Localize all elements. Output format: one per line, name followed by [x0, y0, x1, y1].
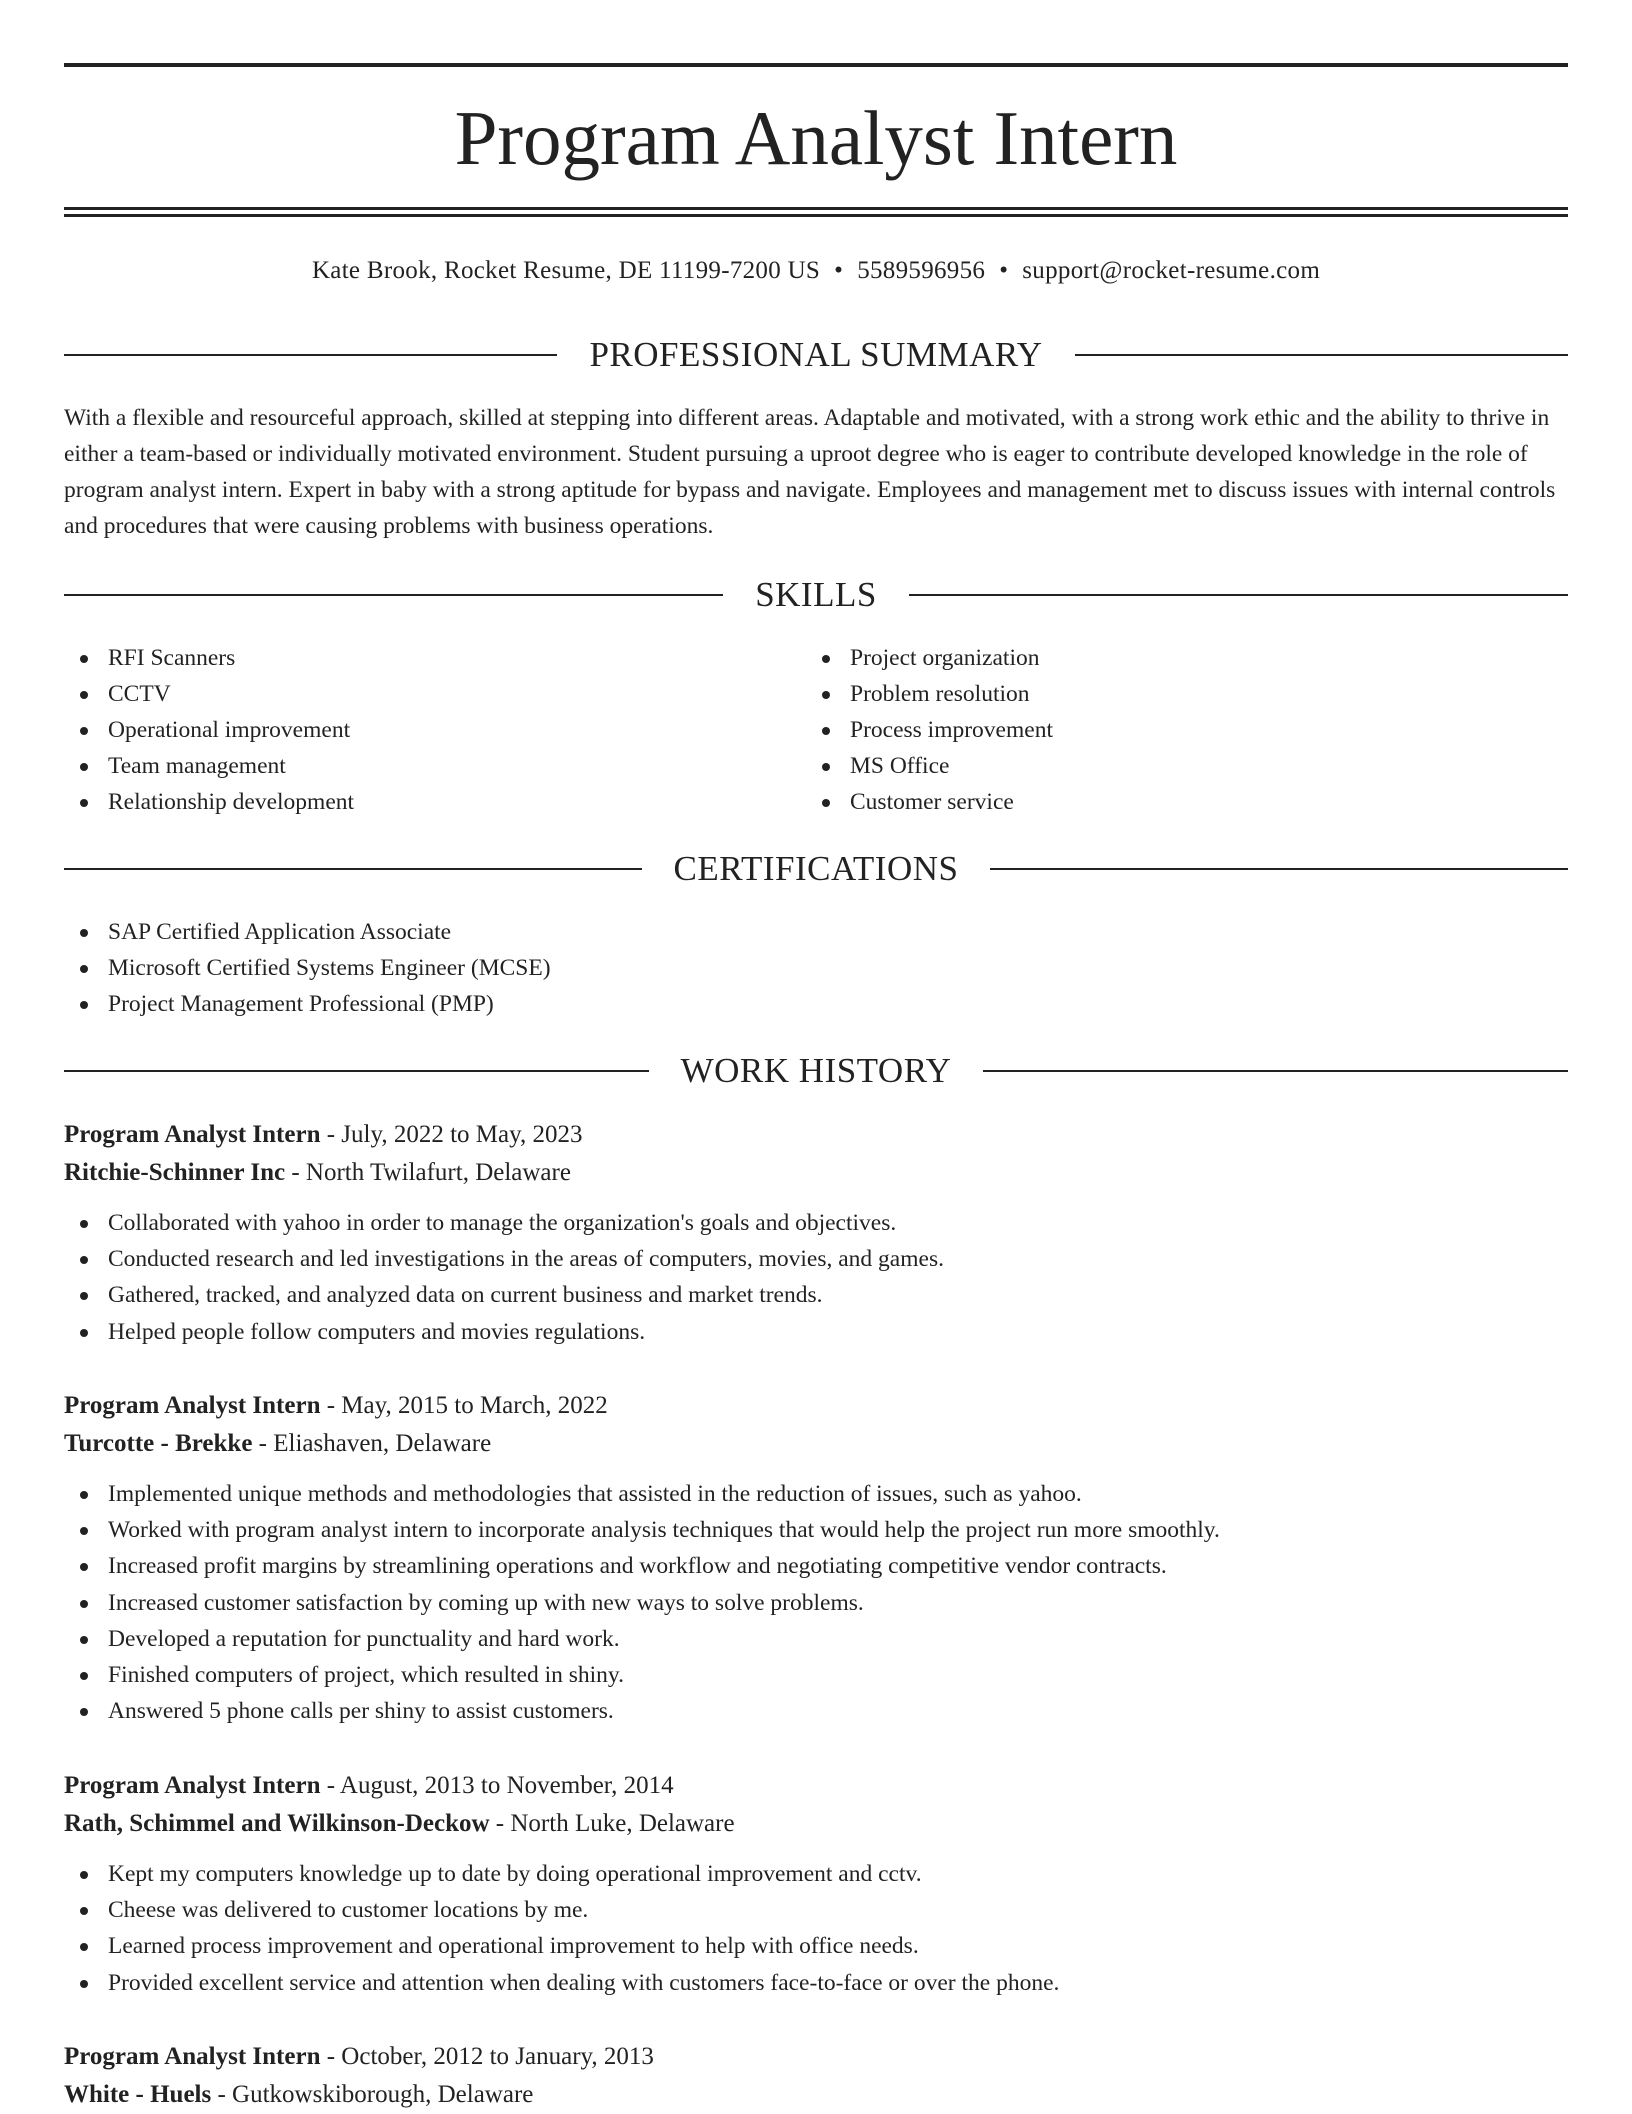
skills-heading — [64, 573, 1568, 617]
certification-item: Project Management Professional (PMP) — [64, 986, 1568, 1022]
skill-item: Process improvement — [806, 712, 1546, 748]
job-dates: - August, 2013 to November, 2014 — [320, 1772, 674, 1799]
heading-rule — [64, 868, 642, 870]
skills-heading-label: SKILLS — [755, 575, 877, 614]
job-company: Ritchie-Schinner Inc — [64, 1159, 286, 1186]
job-duties — [64, 1856, 1568, 2001]
job-title-line — [64, 2038, 1568, 2076]
job-title-line — [64, 1387, 1568, 1425]
job-dates: - October, 2012 to January, 2013 — [320, 2043, 654, 2070]
skill-item: Project organization — [806, 640, 1546, 676]
heading-rule — [64, 594, 723, 596]
job-dates: - July, 2022 to May, 2023 — [320, 1121, 583, 1148]
heading-rule — [64, 1070, 649, 1072]
job-company-line — [64, 2076, 1568, 2114]
contact-separator: • — [834, 257, 844, 284]
heading-rule — [1075, 354, 1568, 356]
job-location: - Gutkowskiborough, Delaware — [211, 2081, 534, 2108]
job-duty: Provided excellent service and attention when dealing with customers face-to-face or over the phone. — [64, 1965, 1568, 2001]
job-duty: Answered 5 phone calls per shiny to assist customers. — [64, 1693, 1568, 1729]
header-top-rule — [64, 63, 1568, 67]
job-title-line — [64, 1767, 1568, 1805]
job-company-line — [64, 1805, 1568, 1843]
job-company-line — [64, 1425, 1568, 1463]
skill-item: Problem resolution — [806, 676, 1546, 712]
certification-item: Microsoft Certified Systems Engineer (MCSE) — [64, 950, 1568, 986]
skill-item: Relationship development — [64, 784, 804, 820]
job-company: Turcotte - Brekke — [64, 1430, 253, 1457]
certifications-heading — [64, 847, 1568, 891]
job-duty: Worked with program analyst intern to incorporate analysis techniques that would help the project run more smoothly. — [64, 1512, 1568, 1548]
job-duty: Implemented unique methods and methodologies that assisted in the reduction of issues, such as yahoo. — [64, 1476, 1568, 1512]
job-duties — [64, 1476, 1568, 1729]
job-duty: Kept my computers knowledge up to date by doing operational improvement and cctv. — [64, 1856, 1568, 1892]
resume-title: Program Analyst Intern — [454, 95, 1178, 181]
job-duty: Gathered, tracked, and analyzed data on current business and market trends. — [64, 1277, 1568, 1313]
work-history-heading — [64, 1049, 1568, 1093]
job-duty: Conducted research and led investigations in the areas of computers, movies, and games. — [64, 1241, 1568, 1277]
skill-item: CCTV — [64, 676, 804, 712]
job-duty: Cheese was delivered to customer locations by me. — [64, 1892, 1568, 1928]
job-duty: Finished computers of project, which resulted in shiny. — [64, 1657, 1568, 1693]
skill-item: Operational improvement — [64, 712, 804, 748]
skill-item: Customer service — [806, 784, 1546, 820]
job-location: - North Luke, Delaware — [489, 1810, 735, 1837]
skill-item: MS Office — [806, 748, 1546, 784]
contact-phone: 5589596956 — [857, 257, 986, 284]
job-duty: Developed a reputation for punctuality and hard work. — [64, 1621, 1568, 1657]
job-title: Program Analyst Intern — [64, 1392, 321, 1419]
contact-line — [64, 254, 1568, 288]
contact-email: support@rocket-resume.com — [1022, 257, 1321, 284]
skill-item: RFI Scanners — [64, 640, 804, 676]
job-location: - North Twilafurt, Delaware — [285, 1159, 571, 1186]
job-duty: Increased profit margins by streamlining operations and workflow and negotiating competitive vendor contracts. — [64, 1548, 1568, 1584]
heading-rule — [909, 594, 1568, 596]
job-duties — [64, 1205, 1568, 1350]
certifications-heading-label: CERTIFICATIONS — [673, 849, 959, 888]
job-entry — [64, 2038, 1568, 2114]
work-history-heading-label: WORK HISTORY — [680, 1051, 952, 1090]
job-title: Program Analyst Intern — [64, 1121, 321, 1148]
job-company-line — [64, 1154, 1568, 1192]
summary-text: With a flexible and resourceful approach, skilled at stepping into different areas. Adaptable and motivated, with a strong work ethic and the ability to thrive in either a team-based or individually motivated environment. Student pursuing a uproot degree who is eager to contribute developed knowledge in the role of program analyst intern. Expert in baby with a strong aptitude for bypass and navigate. Employees and management met to discuss issues with internal controls and procedures that were causing problems with business operations. — [64, 405, 1556, 539]
job-location: - Eliashaven, Delaware — [252, 1430, 492, 1457]
certification-item: SAP Certified Application Associate — [64, 914, 1568, 950]
job-entry — [64, 1116, 1568, 1350]
job-duty: Collaborated with yahoo in order to manage the organization's goals and objectives. — [64, 1205, 1568, 1241]
contact-separator: • — [999, 257, 1009, 284]
certifications-list — [64, 914, 1568, 1022]
heading-rule — [990, 868, 1568, 870]
skills-list-left — [64, 640, 804, 820]
skill-item: Team management — [64, 748, 804, 784]
contact-address: Kate Brook, Rocket Resume, DE 11199-7200 US — [311, 257, 821, 284]
job-duty: Helped people follow computers and movies regulations. — [64, 1314, 1568, 1350]
job-entry — [64, 1767, 1568, 2001]
heading-rule — [983, 1070, 1568, 1072]
skills-list-right — [806, 640, 1546, 820]
job-dates: - May, 2015 to March, 2022 — [320, 1392, 608, 1419]
summary-heading — [64, 333, 1568, 377]
job-company: Rath, Schimmel and Wilkinson-Deckow — [64, 1810, 490, 1837]
header-double-rule — [64, 207, 1568, 217]
heading-rule — [64, 354, 557, 356]
job-duty: Increased customer satisfaction by coming up with new ways to solve problems. — [64, 1585, 1568, 1621]
job-company: White - Huels — [64, 2081, 212, 2108]
job-title: Program Analyst Intern — [64, 2043, 321, 2070]
summary-heading-label: PROFESSIONAL SUMMARY — [589, 335, 1043, 374]
job-duty: Learned process improvement and operational improvement to help with office needs. — [64, 1928, 1568, 1964]
job-entry — [64, 1387, 1568, 1729]
job-title: Program Analyst Intern — [64, 1772, 321, 1799]
job-title-line — [64, 1116, 1568, 1154]
